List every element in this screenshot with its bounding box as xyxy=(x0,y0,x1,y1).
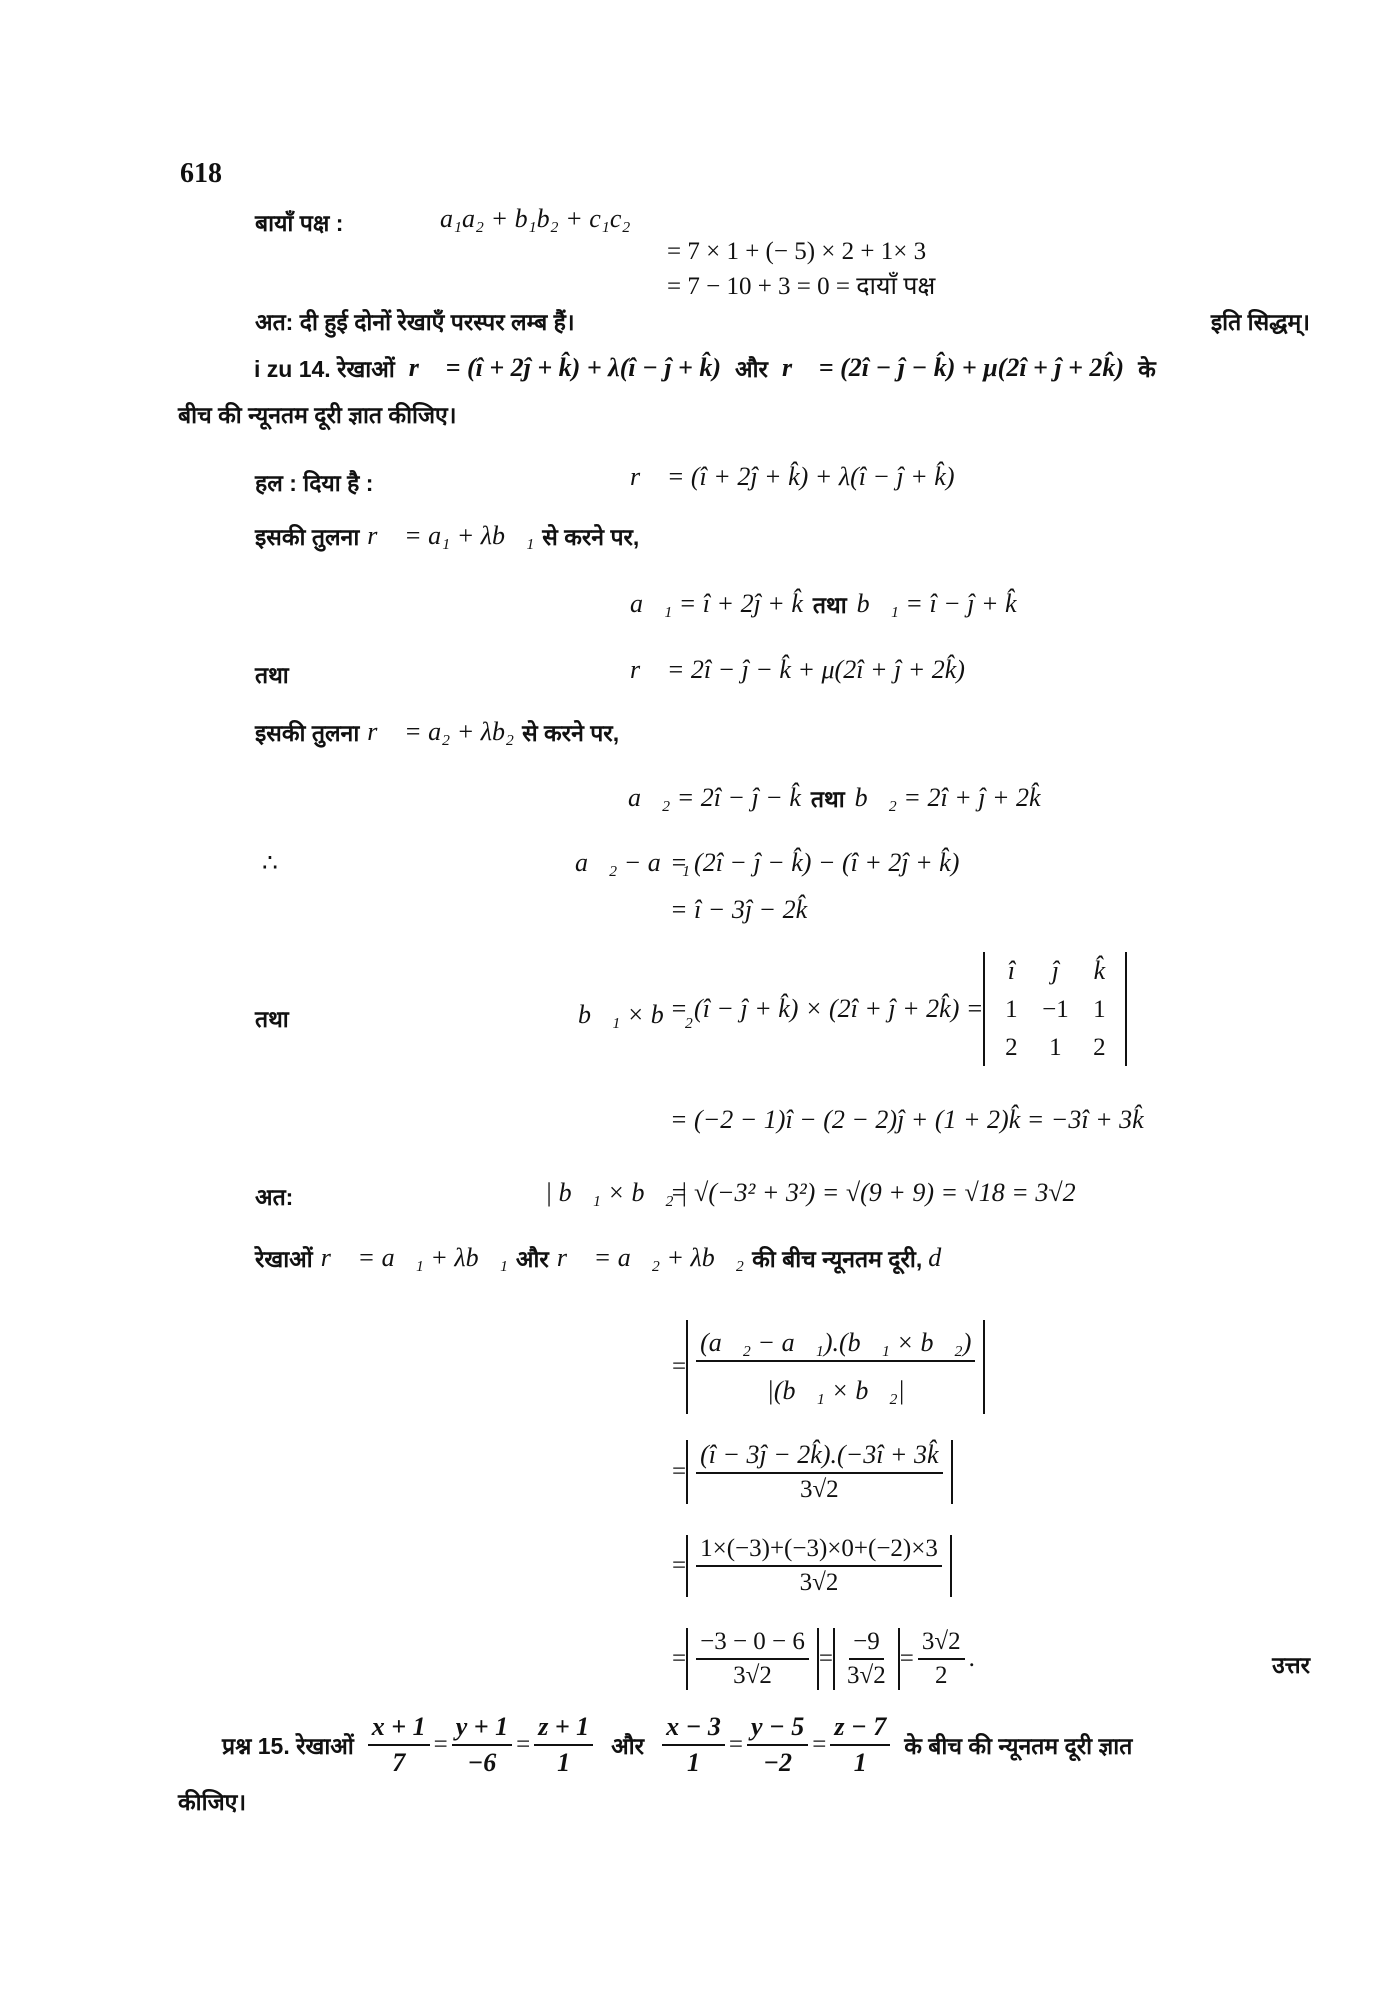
question-15-label: प्रश्न 15. रेखाओं xyxy=(222,1733,354,1759)
distance-step-2 xyxy=(672,1440,953,1504)
equals: = xyxy=(672,1458,687,1485)
det-cell: î xyxy=(1007,956,1016,985)
b1-expression: b⃗₁ = î − ĵ + k̂ xyxy=(856,589,1017,618)
distance-symbol: d xyxy=(928,1243,942,1272)
fraction-numerator: (î − 3ĵ − 2k̂).(−3î + 3k̂ xyxy=(696,1440,942,1474)
tatha-mid-2: तथा xyxy=(810,786,845,812)
fraction-denominator: 7 xyxy=(392,1748,406,1777)
fraction-denominator: 1 xyxy=(557,1748,571,1777)
det-cell: 1 xyxy=(1005,996,1018,1023)
magnitude-rhs: = √(−3² + 3²) = √(9 + 9) = √18 = 3√2 xyxy=(670,1178,1076,1207)
fraction-numerator: 1×(−3)+(−3)×0+(−2)×3 xyxy=(696,1535,942,1567)
proof-conclusion: अत: दी हुई दोनों रेखाएँ परस्पर लम्ब हैं। xyxy=(255,309,575,335)
distance-suffix: की बीच न्यूनतम दूरी, xyxy=(752,1246,923,1272)
fraction-denominator: 2 xyxy=(934,1662,948,1689)
fraction-numerator: x − 3 xyxy=(662,1712,725,1746)
compare-1 xyxy=(255,520,639,552)
det-cell: −1 xyxy=(1042,996,1069,1023)
lhs-label: बायाँ पक्ष : xyxy=(255,210,344,236)
cross-rhs xyxy=(670,952,1127,1066)
question-15-line-2: कीजिए। xyxy=(178,1789,247,1815)
therefore-symbol: ∴ xyxy=(262,850,278,877)
distance-and: और xyxy=(515,1246,549,1272)
fraction-denominator: 3√2 xyxy=(847,1662,886,1689)
question-14-and: और xyxy=(735,356,768,382)
det-cell: 2 xyxy=(1005,1034,1018,1061)
fraction-numerator: (a⃗₂ − a⃗₁).(b⃗₁ × b⃗₂) xyxy=(696,1328,975,1362)
equals: = xyxy=(818,1645,834,1672)
tatha-label-2: तथा xyxy=(255,1006,289,1032)
fraction-denominator: 1 xyxy=(853,1748,867,1777)
compare-1-suffix: से करने पर, xyxy=(542,524,640,550)
fraction-numerator: y + 1 xyxy=(452,1712,512,1746)
question-14-line-2: r⃗ = (2î − ĵ − k̂) + μ(2î + ĵ + 2k̂) xyxy=(781,353,1125,382)
det-cell: 1 xyxy=(1093,996,1106,1023)
difference-result: = î − 3ĵ − 2k̂ xyxy=(670,895,808,924)
fraction-denominator: −2 xyxy=(763,1748,792,1777)
fraction-numerator: z + 1 xyxy=(534,1712,593,1746)
fraction-numerator: y − 5 xyxy=(747,1712,808,1746)
det-cell: 2 xyxy=(1093,1034,1106,1061)
fraction-numerator: 3√2 xyxy=(918,1628,965,1660)
ata-label: अत: xyxy=(255,1184,294,1210)
compare-2-expression: r⃗ = a₂ + λb₂ xyxy=(367,717,515,746)
distance-text: रेखाओं xyxy=(255,1246,313,1272)
distance-line-2: r⃗ = a⃗₂ + λb⃗₂ xyxy=(556,1243,745,1272)
fraction-numerator: −3 − 0 − 6 xyxy=(696,1628,809,1660)
question-14-label: i zu 14. रेखाओं xyxy=(254,356,395,382)
a1-b1-line xyxy=(630,588,1017,620)
cross-rhs-expression: = (î − ĵ + k̂) × (2î + ĵ + 2k̂) = xyxy=(670,994,984,1023)
a1-expression: a⃗₁ = î + 2ĵ + k̂ xyxy=(630,589,803,618)
compare-1-text: इसकी तुलना xyxy=(255,524,360,550)
question-15-tail: के बीच की न्यूनतम दूरी ज्ञात xyxy=(904,1733,1133,1759)
difference-rhs: = (2î − ĵ − k̂) − (î + 2ĵ + k̂) xyxy=(670,848,960,877)
equals: = xyxy=(899,1645,914,1672)
tatha-mid: तथा xyxy=(812,592,847,618)
fraction-denominator: |(b⃗₁ × b⃗₂| xyxy=(766,1376,905,1405)
tatha-label: तथा xyxy=(255,662,289,688)
a2-b2-line xyxy=(628,782,1041,814)
proof-step-1: = 7 × 1 + (− 5) × 2 + 1× 3 xyxy=(667,238,927,265)
second-line-expression: r⃗ = 2î − ĵ − k̂ + μ(2î + ĵ + 2k̂) xyxy=(630,655,965,684)
given-expression: r⃗ = (î + 2ĵ + k̂) + λ(î − ĵ + k̂) xyxy=(630,462,955,491)
distance-line-1: r⃗ = a⃗₁ + λb⃗₁ xyxy=(320,1243,508,1272)
distance-step-4 xyxy=(672,1628,975,1690)
question-14-tail: के xyxy=(1138,356,1156,382)
question-15-and: और xyxy=(611,1733,645,1759)
distance-statement xyxy=(255,1242,941,1274)
distance-step-1 xyxy=(672,1320,985,1414)
equals: = xyxy=(433,1731,448,1758)
equals: = xyxy=(812,1731,827,1758)
compare-1-expression: r⃗ = a₁ + λb⃗₁ xyxy=(367,521,535,550)
det-cell: k̂ xyxy=(1093,956,1106,985)
fraction-numerator: z − 7 xyxy=(830,1712,890,1746)
equals: = xyxy=(672,1645,687,1672)
fraction-denominator: 1 xyxy=(686,1748,700,1777)
fraction-denominator: 3√2 xyxy=(733,1662,772,1689)
difference-lhs: a⃗₂ − a⃗₁ xyxy=(575,848,691,877)
fraction-numerator: −9 xyxy=(849,1628,884,1660)
period: . xyxy=(968,1645,975,1672)
question-14-line-2-text: बीच की न्यूनतम दूरी ज्ञात कीजिए। xyxy=(178,402,457,428)
determinant xyxy=(983,952,1127,1066)
fraction-numerator: x + 1 xyxy=(368,1712,430,1746)
question-14-line-1: r⃗ = (î + 2ĵ + k̂) + λ(î − ĵ + k̂) xyxy=(408,353,722,382)
equals: = xyxy=(516,1731,531,1758)
fraction-denominator: 3√2 xyxy=(799,1476,839,1503)
equals: = xyxy=(672,1552,687,1579)
det-cell: 1 xyxy=(1049,1034,1062,1061)
equals: = xyxy=(728,1731,743,1758)
proof-step-2: = 7 − 10 + 3 = 0 = दायाँ पक्ष xyxy=(667,273,936,300)
page-number: 618 xyxy=(180,158,222,189)
magnitude-lhs: | b⃗₁ × b⃗₂ | xyxy=(545,1178,688,1207)
fraction-denominator: −6 xyxy=(467,1748,497,1777)
compare-2 xyxy=(255,716,619,748)
question-15 xyxy=(222,1712,1132,1778)
answer-label: उत्तर xyxy=(1272,1652,1310,1678)
distance-step-3 xyxy=(672,1535,952,1597)
a2-expression: a⃗₂ = 2î − ĵ − k̂ xyxy=(628,783,801,812)
lhs-expression: a₁a₂ + b₁b₂ + c₁c₂ xyxy=(440,204,631,233)
b2-expression: b⃗₂ = 2î + ĵ + 2k̂ xyxy=(854,783,1041,812)
qed-label: इति सिद्धम्। xyxy=(1210,309,1310,335)
compare-2-suffix: से करने पर, xyxy=(522,720,620,746)
compare-2-text: इसकी तुलना xyxy=(255,720,360,746)
det-cell: ĵ xyxy=(1051,956,1060,985)
cross-lhs: b⃗₁ × b⃗₂ xyxy=(578,1000,694,1029)
cross-result: = (−2 − 1)î − (2 − 2)ĵ + (1 + 2)k̂ = −3î + 3k̂ xyxy=(670,1105,1144,1134)
fraction-denominator: 3√2 xyxy=(799,1569,839,1596)
given-label: हल : दिया है : xyxy=(255,470,374,496)
equals: = xyxy=(672,1353,687,1380)
question-14 xyxy=(254,352,1156,384)
